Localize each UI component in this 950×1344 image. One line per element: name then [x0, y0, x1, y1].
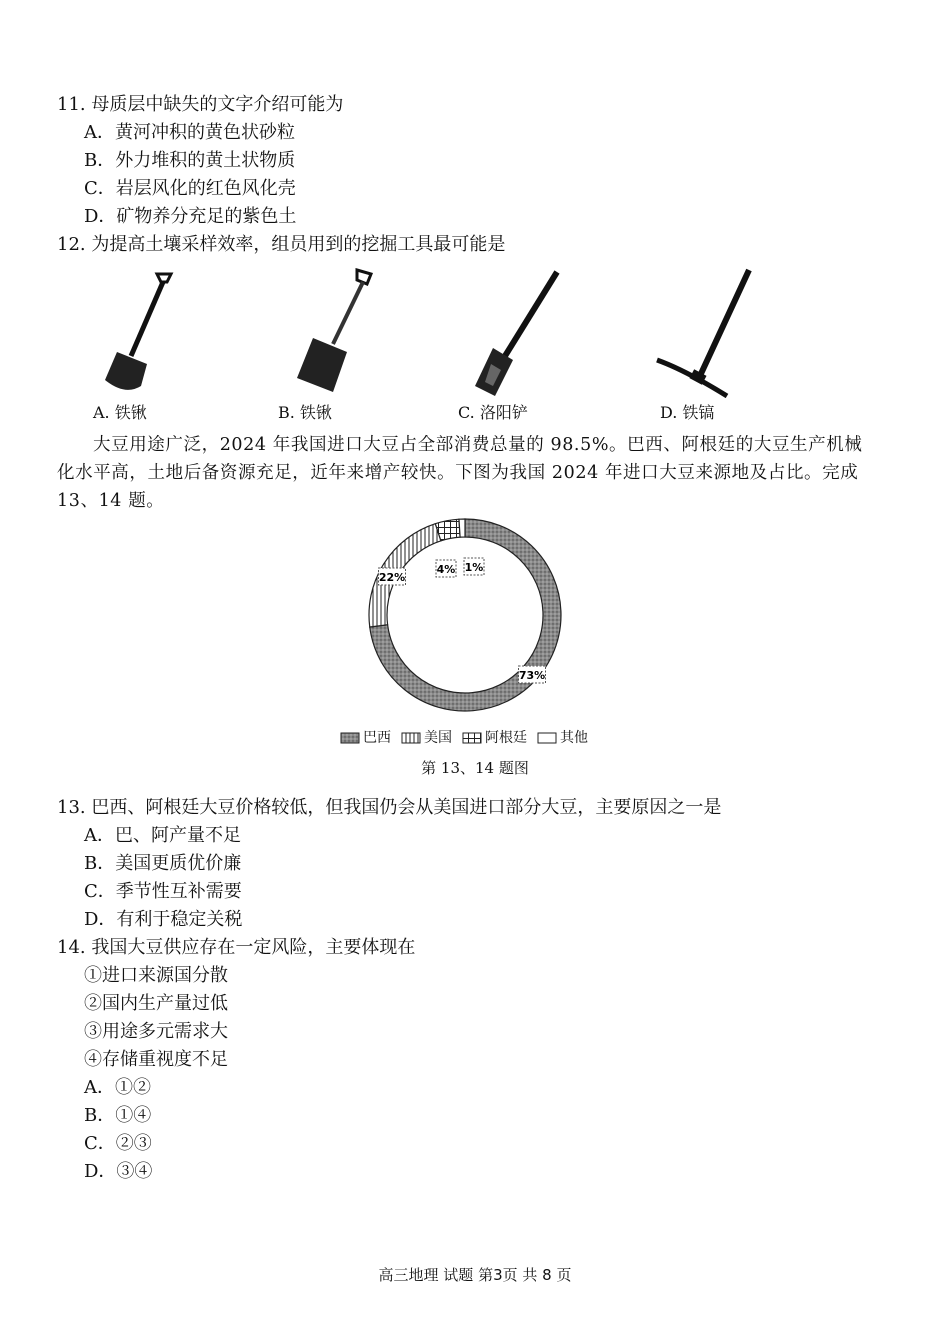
legend-item-brazil	[340, 728, 391, 748]
q14-item-3: ③用途多元需求大	[84, 1021, 228, 1042]
q14-option-d: D．③④	[84, 1161, 153, 1182]
pickaxe-icon	[655, 268, 775, 398]
chart-legend	[340, 728, 588, 748]
q13-stem: 13. 巴西、阿根廷大豆价格较低，但我国仍会从美国进口部分大豆，主要原因之一是	[57, 797, 722, 818]
square-shovel-icon	[285, 268, 405, 398]
legend-swatch-usa	[401, 732, 421, 744]
round-shovel-icon	[95, 268, 215, 398]
legend-item-usa	[401, 728, 452, 748]
q14-item-4: ④存储重视度不足	[84, 1049, 228, 1070]
q14-option-a: A．①②	[84, 1077, 151, 1098]
svg-text:4%: 4%	[436, 563, 456, 576]
tool-label-a: A. 铁锹	[93, 403, 147, 422]
legend-label-argentina: 阿根廷	[485, 730, 527, 746]
legend-label-brazil: 巴西	[363, 730, 391, 746]
q13-option-a: A．巴、阿产量不足	[84, 825, 241, 846]
q11-stem: 11. 母质层中缺失的文字介绍可能为	[57, 94, 344, 115]
q13-option-b: B．美国更质优价廉	[84, 853, 242, 874]
data-label-usa	[379, 568, 406, 585]
intro-line-1: 大豆用途广泛，2024 年我国进口大豆占全部消费总量的 98.5%。巴西、阿根廷的大豆生产机械	[93, 435, 863, 455]
page-footer: 高三地理 试题 第3页 共 8 页	[378, 1266, 572, 1284]
chart-caption: 第 13、14 题图	[421, 759, 529, 777]
legend-swatch-brazil	[340, 732, 360, 744]
tool-label-d: D. 铁镐	[660, 403, 715, 422]
q11-option-a: A．黄河冲积的黄色状砂粒	[84, 122, 295, 143]
q13-option-c: C．季节性互补需要	[84, 881, 242, 902]
q14-option-c: C．②③	[84, 1133, 152, 1154]
intro-line-2: 化水平高，土地后备资源充足，近年来增产较快。下图为我国 2024 年进口大豆来源地及占比。完成	[57, 463, 859, 483]
luoyang-shovel-icon	[465, 268, 585, 398]
q14-item-1: ①进口来源国分散	[84, 965, 228, 986]
q11-option-b: B．外力堆积的黄土状物质	[84, 150, 296, 171]
q14-stem: 14. 我国大豆供应存在一定风险，主要体现在	[57, 937, 416, 958]
data-label-brazil	[519, 666, 546, 683]
q11-option-c: C．岩层风化的红色风化壳	[84, 178, 296, 199]
q13-option-d: D．有利于稳定关税	[84, 909, 243, 930]
svg-text:1%: 1%	[464, 561, 484, 574]
data-label-other	[464, 558, 484, 575]
legend-swatch-other	[537, 732, 557, 744]
legend-item-other	[537, 728, 588, 748]
legend-swatch-argentina	[462, 732, 482, 744]
q12-stem: 12. 为提高土壤采样效率，组员用到的挖掘工具最可能是	[57, 234, 506, 255]
svg-text:22%: 22%	[378, 571, 406, 584]
q14-option-b: B．①④	[84, 1105, 152, 1126]
svg-text:73%: 73%	[518, 669, 546, 682]
intro-line-3: 13、14 题。	[57, 491, 165, 511]
tool-label-c: C. 洛阳铲	[458, 403, 528, 422]
tool-label-b: B. 铁锹	[278, 403, 332, 422]
legend-item-argentina	[462, 728, 527, 748]
legend-label-other: 其他	[560, 730, 588, 746]
q11-option-d: D．矿物养分充足的紫色土	[84, 206, 297, 227]
data-label-argentina	[436, 560, 456, 577]
q14-item-2: ②国内生产量过低	[84, 993, 228, 1014]
donut-slice-other	[459, 519, 465, 537]
soybean-import-donut-chart	[300, 515, 640, 715]
legend-label-usa: 美国	[424, 730, 452, 746]
